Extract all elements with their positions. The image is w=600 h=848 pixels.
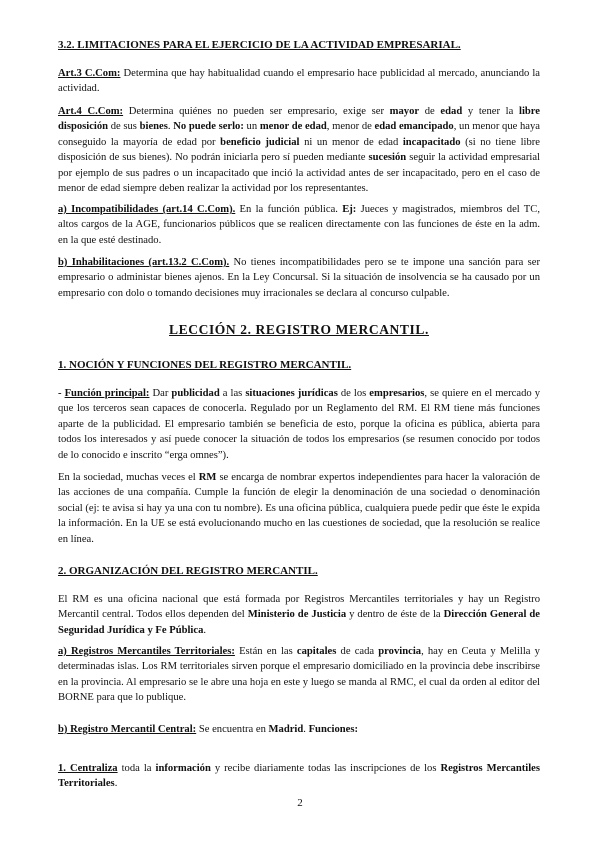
- centraliza-label: 1. Centraliza: [58, 763, 118, 774]
- territoriales-label: a) Registros Mercantiles Territoriales:: [58, 646, 235, 657]
- lesson-title-wrap: [58, 322, 540, 337]
- incompatibilidades-label: a) Incompatibilidades (art.14 C.Com).: [58, 204, 236, 215]
- paragraph-central: b) Registro Mercantil Central: Se encuentra en Madrid. Funciones:: [58, 724, 359, 735]
- heading-organizacion: 2. ORGANIZACIÓN DEL REGISTRO MERCANTIL.: [58, 565, 318, 577]
- page-number: 2: [297, 797, 303, 809]
- paragraph-territoriales: a) Registros Mercantiles Territoriales: Están en las capitales de cada provincia, hay en Ceuta y Melilla y determinadas islas. Los RM territoriales sirven porque el empresario domiciliado en la provincia debe inscribirse en la provincia. Al empresario se le abre una hoja en este y luego se manda al RMC, el cual da orden al editor del BORNE para que lo publique.: [58, 646, 540, 704]
- paragraph-art4: Art.4 C.Com: Determina quiénes no pueden ser empresario, exige ser mayor de edad y tener la libre disposición de sus bienes. No puede serlo: un menor de edad, menor de edad emancipado, un menor que haya conseguido la mayoría de edad por beneficio judicial ni un menor de edad incapacitado (si no tiene libre disposición de sus bienes). No podrán iniciarla pero sí pueden mediante sucesión seguir la actividad empresarial por ejemplo de sus padres o un incapacitado que inció la actividad antes de ser incapacitado, pero en el caso de menor de edad siempre deben realizar la actividad por los representantes.: [58, 106, 540, 195]
- inhabilitaciones-label: b) Inhabilitaciones (art.13.2 C.Com).: [58, 257, 230, 268]
- section-2-heading: [58, 564, 540, 579]
- paragraph-sociedad: En la sociedad, muchas veces el RM se encarga de nombrar expertos independientes para hacer la valoración de las acciones de una compañía. Cumple la función de elegir la denominación de una sociedad o denominación social (ej: te avisa si hay ya una con tu nombre). Es una oficina pública, cualquiera puede pedir que éste le expida la información. En la UE se está evolucionando mucho en las cuestiones de sociedad, que la resolución se realice en línea.: [58, 472, 541, 545]
- lesson-title: LECCIÓN 2. REGISTRO MERCANTIL.: [169, 322, 429, 337]
- paragraph-funcion-principal: - Función principal: Dar publicidad a las situaciones jurídicas de los empresarios, se quiere en el mercado y que los terceros sean capaces de conocerla. Regulado por un Reglamento del RM. El RM tiene más funciones aparte de la publicidad. El empresario también se beneficia de esto, porque la oficina es pública, abierta para todos los interesados y así puede conocer la situación de todos los empresarios (se resumen conocido por todos de lo conocido e inscrito “erga omnes”).: [58, 388, 540, 461]
- art4-label: Art.4 C.Com:: [58, 106, 124, 117]
- paragraph-centraliza: 1. Centraliza toda la información y recibe diariamente todas las inscripciones de los Registros Mercantiles Territoriales.: [58, 763, 540, 790]
- heading-nocion: 1. NOCIÓN Y FUNCIONES DEL REGISTRO MERCANTIL.: [58, 359, 352, 371]
- central-label: b) Registro Mercantil Central:: [58, 724, 197, 735]
- paragraph-incompatibilidades: a) Incompatibilidades (art.14 C.Com). En la función pública. Ej: Jueces y magistrados, miembros del TC, altos cargos de la AGE, funcionarios públicos que se realicen directamente con las funciones de éste en la adm. en la que esté destinado.: [58, 204, 540, 246]
- paragraph-organizacion: El RM es una oficina nacional que está formada por Registros Mercantiles territoriales y hay un Registro Mercantil central. Todos ellos dependen del Ministerio de Justicia y dentro de éste de la Dirección General de Seguridad Jurídica y Fe Pública.: [58, 594, 541, 636]
- paragraph-art3: Art.3 C.Com: Determina que hay habitualidad cuando el empresario hace publicidad al mercado, anunciando la actividad.: [58, 68, 541, 95]
- heading-limitaciones: 3.2. LIMITACIONES PARA EL EJERCICIO DE LA ACTIVIDAD EMPRESARIAL.: [58, 39, 461, 51]
- art3-label: Art.3 C.Com:: [58, 68, 121, 79]
- paragraph-inhabilitaciones: b) Inhabilitaciones (art.13.2 C.Com). No tienes incompatibilidades pero se te impone una sanción para ser empresario o administar bienes ajenos. En la Ley Concursal. Si la situación de insolvencia se ha causado por un empresario con dolo o tomando decisiones muy irracionales se declara al concurso culpable.: [58, 257, 540, 299]
- section-3-2-heading: [58, 38, 540, 53]
- section-1-heading: [58, 358, 540, 373]
- funcion-principal-label: Función principal:: [64, 388, 150, 399]
